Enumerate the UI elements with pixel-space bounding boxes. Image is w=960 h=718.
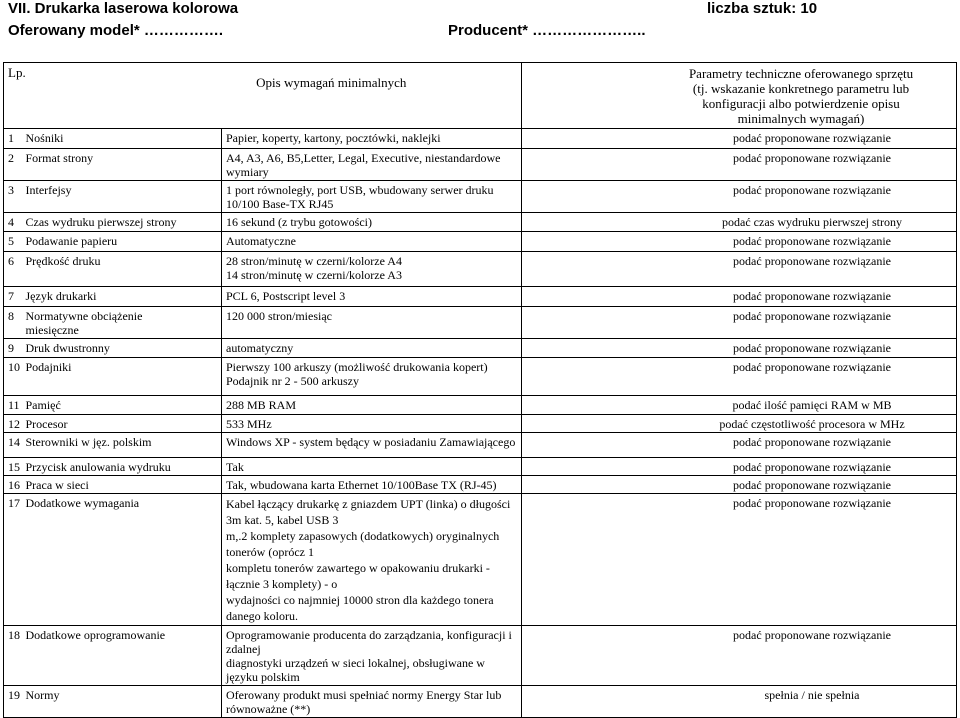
- row-name-line: Normy: [25, 688, 60, 702]
- table-row: [4, 476, 957, 494]
- row-name: [26, 686, 222, 718]
- row-parameter-text: podać proponowane rozwiązanie: [733, 309, 891, 323]
- row-name-line: Procesor: [25, 417, 68, 431]
- row-parameter[interactable]: [522, 494, 957, 626]
- row-requirement: [222, 494, 522, 626]
- row-name: [26, 494, 222, 626]
- row-requirement-line: 1 port równoległy, port USB, wbudowany serwer druku 10/100 Base-TX RJ45: [226, 183, 494, 211]
- requirements-table: [3, 62, 957, 718]
- col-header-params: [522, 63, 957, 129]
- row-number: 15: [4, 458, 26, 476]
- row-name-line: Normatywne obciążenie: [25, 309, 143, 323]
- row-name: [26, 149, 222, 181]
- row-requirement-line: Automatyczne: [226, 234, 296, 248]
- row-requirement: [222, 458, 522, 476]
- row-parameter-text: podać proponowane rozwiązanie: [733, 478, 891, 492]
- row-number: 12: [4, 415, 26, 433]
- row-name: [26, 287, 222, 307]
- table-row: [4, 358, 957, 396]
- document-title: VII. Drukarka laserowa kolorowa: [8, 0, 239, 17]
- row-requirement-line: kompletu tonerów zawartego w opakowaniu drukarki - łącznie 3 komplety) - o: [226, 561, 490, 591]
- table-row: [4, 626, 957, 686]
- table-row: [4, 232, 957, 252]
- table-row: [4, 129, 957, 149]
- row-requirement: [222, 252, 522, 287]
- row-parameter-text: podać proponowane rozwiązanie: [733, 183, 891, 197]
- row-requirement: [222, 396, 522, 415]
- row-name-line: Podajniki: [25, 360, 72, 374]
- row-name-line: Nośniki: [25, 131, 64, 145]
- row-parameter-text: podać proponowane rozwiązanie: [733, 360, 891, 374]
- row-number: 4: [4, 213, 26, 232]
- row-name-line: Język drukarki: [25, 289, 97, 303]
- row-requirement-line: Podajnik nr 2 - 500 arkuszy: [226, 374, 359, 388]
- row-parameter[interactable]: [522, 129, 957, 149]
- col-header-requirements: Opis wymagań minimalnych: [26, 63, 522, 129]
- row-name-line: Pamięć: [25, 398, 61, 412]
- col-header-lp: Lp.: [4, 63, 26, 129]
- row-requirement-line: Tak: [226, 460, 244, 474]
- row-name: [26, 181, 222, 213]
- row-name: [26, 339, 222, 358]
- col-header-params-line: minimalnych wymagań): [737, 111, 865, 126]
- table-row: [4, 396, 957, 415]
- row-requirement: [222, 339, 522, 358]
- quantity-label: liczba sztuk: 10: [707, 0, 818, 17]
- row-parameter[interactable]: [522, 686, 957, 718]
- row-requirement-line: 533 MHz: [226, 417, 272, 431]
- row-name-line: Druk dwustronny: [25, 341, 110, 355]
- row-requirement-line: diagnostyki urządzeń w sieci lokalnej, obsługiwane w języku polskim: [226, 656, 485, 684]
- table-row: [4, 494, 957, 626]
- row-parameter-text: podać proponowane rozwiązanie: [733, 341, 891, 355]
- row-parameter[interactable]: [522, 476, 957, 494]
- row-requirement-line: 28 stron/minutę w czerni/kolorze A4: [226, 254, 402, 268]
- row-parameter[interactable]: [522, 358, 957, 396]
- row-parameter[interactable]: [522, 433, 957, 458]
- row-name: [26, 129, 222, 149]
- row-requirement: [222, 686, 522, 718]
- row-name-line: Przycisk anulowania wydruku: [25, 460, 171, 474]
- row-name: [26, 458, 222, 476]
- row-requirement: [222, 415, 522, 433]
- row-requirement: [222, 149, 522, 181]
- row-name: [26, 433, 222, 458]
- row-parameter[interactable]: [522, 149, 957, 181]
- table-row: [4, 433, 957, 458]
- table-header-row: [4, 63, 957, 129]
- row-requirement-line: Oprogramowanie producenta do zarządzania, konfiguracji i zdalnej: [226, 628, 512, 656]
- row-requirement: [222, 358, 522, 396]
- row-number: 7: [4, 287, 26, 307]
- row-parameter[interactable]: [522, 232, 957, 252]
- row-requirement: [222, 181, 522, 213]
- row-name: [26, 358, 222, 396]
- table-row: [4, 686, 957, 718]
- row-number: 19: [4, 686, 26, 718]
- row-number: 8: [4, 307, 26, 339]
- row-name-line: Interfejsy: [25, 183, 72, 197]
- row-parameter-text: podać proponowane rozwiązanie: [733, 151, 891, 165]
- col-header-params-line: konfiguracji albo potwierdzenie opisu: [702, 96, 900, 111]
- row-parameter[interactable]: [522, 307, 957, 339]
- row-name-line: Podawanie papieru: [25, 234, 118, 248]
- row-number: 6: [4, 252, 26, 287]
- row-parameter[interactable]: [522, 181, 957, 213]
- row-name-line: Sterowniki w jęz. polskim: [25, 435, 152, 449]
- row-number: 18: [4, 626, 26, 686]
- producer-field[interactable]: Producent* …………………..: [448, 22, 646, 39]
- row-number: 14: [4, 433, 26, 458]
- row-parameter-text: podać proponowane rozwiązanie: [733, 289, 891, 303]
- row-name: [26, 232, 222, 252]
- row-parameter-text: podać proponowane rozwiązanie: [733, 234, 891, 248]
- row-number: 1: [4, 129, 26, 149]
- row-number: 2: [4, 149, 26, 181]
- row-parameter-text: podać częstotliwość procesora w MHz: [719, 417, 905, 431]
- row-requirement-line: 288 MB RAM: [226, 398, 297, 412]
- row-name-line: Prędkość druku: [25, 254, 101, 268]
- table-row: [4, 181, 957, 213]
- row-name: [26, 476, 222, 494]
- row-parameter-text: podać proponowane rozwiązanie: [733, 460, 891, 474]
- row-parameter[interactable]: [522, 213, 957, 232]
- row-name-line: miesięczne: [25, 323, 79, 337]
- row-requirement-line: Kabel łączący drukarkę z gniazdem UPT (linka) o długości 3m kat. 5, kabel USB 3: [226, 497, 511, 527]
- row-number: 9: [4, 339, 26, 358]
- row-parameter-text: podać proponowane rozwiązanie: [733, 628, 891, 642]
- col-header-params-line: Parametry techniczne oferowanego sprzętu: [688, 66, 914, 81]
- table-row: [4, 458, 957, 476]
- row-requirement-line: wydajności co najmniej 10000 stron dla każdego tonera danego koloru.: [226, 593, 494, 623]
- row-parameter-text: podać czas wydruku pierwszej strony: [722, 215, 902, 229]
- row-parameter[interactable]: [522, 252, 957, 287]
- table-row: [4, 213, 957, 232]
- row-parameter[interactable]: [522, 458, 957, 476]
- row-requirement-line: m,.2 komplety zapasowych (dodatkowych) oryginalnych tonerów (oprócz 1: [226, 529, 500, 559]
- row-parameter-text: podać proponowane rozwiązanie: [733, 131, 891, 145]
- row-number: 17: [4, 494, 26, 626]
- row-parameter[interactable]: [522, 339, 957, 358]
- row-number: 16: [4, 476, 26, 494]
- row-requirement-line: A4, A3, A6, B5,Letter, Legal, Executive, niestandardowe wymiary: [226, 151, 501, 179]
- row-requirement-line: Oferowany produkt musi spełniać normy Energy Star lub równoważne (**): [226, 688, 502, 716]
- row-name-line: Czas wydruku pierwszej strony: [25, 215, 177, 229]
- row-requirement: [222, 433, 522, 458]
- table-row: [4, 252, 957, 287]
- row-number: 5: [4, 232, 26, 252]
- row-name: [26, 307, 222, 339]
- row-name-line: Format strony: [25, 151, 94, 165]
- row-name: [26, 396, 222, 415]
- row-requirement-line: Pierwszy 100 arkuszy (możliwość drukowania kopert): [226, 360, 488, 374]
- row-parameter-text: spełnia / nie spełnia: [764, 688, 860, 702]
- row-requirement: [222, 213, 522, 232]
- row-parameter[interactable]: [522, 415, 957, 433]
- table-row: [4, 307, 957, 339]
- row-requirement-line: 16 sekund (z trybu gotowości): [226, 215, 372, 229]
- row-parameter-text: podać ilość pamięci RAM w MB: [732, 398, 892, 412]
- row-requirement-line: automatyczny: [226, 341, 294, 355]
- row-requirement-line: Windows XP - system będący w posiadaniu Zamawiającego: [226, 435, 516, 449]
- row-parameter-text: podać proponowane rozwiązanie: [733, 254, 891, 268]
- row-parameter[interactable]: [522, 626, 957, 686]
- row-name: [26, 415, 222, 433]
- col-header-params-line: (tj. wskazanie konkretnego parametru lub: [692, 81, 910, 96]
- row-requirement: [222, 287, 522, 307]
- row-name: [26, 626, 222, 686]
- row-name: [26, 252, 222, 287]
- row-parameter[interactable]: [522, 396, 957, 415]
- table-row: [4, 415, 957, 433]
- row-requirement-line: 14 stron/minutę w czerni/kolorze A3: [226, 268, 402, 282]
- row-requirement: [222, 129, 522, 149]
- row-name-line: Praca w sieci: [25, 478, 89, 492]
- table-row: [4, 287, 957, 307]
- row-requirement-line: Tak, wbudowana karta Ethernet 10/100Base TX (RJ-45): [226, 478, 497, 492]
- row-name-line: Dodatkowe oprogramowanie: [25, 628, 166, 642]
- row-requirement: [222, 307, 522, 339]
- row-requirement-line: 120 000 stron/miesiąc: [226, 309, 332, 323]
- row-number: 11: [4, 396, 26, 415]
- model-field[interactable]: Oferowany model* …………….: [8, 22, 224, 39]
- row-requirement-line: PCL 6, Postscript level 3: [226, 289, 346, 303]
- row-parameter[interactable]: [522, 287, 957, 307]
- table-row: [4, 149, 957, 181]
- row-requirement: [222, 476, 522, 494]
- table-row: [4, 339, 957, 358]
- row-parameter-text: podać proponowane rozwiązanie: [733, 496, 891, 510]
- row-requirement-line: Papier, koperty, kartony, pocztówki, naklejki: [226, 131, 441, 145]
- row-requirement: [222, 232, 522, 252]
- row-name-line: Dodatkowe wymagania: [25, 496, 140, 510]
- row-parameter-text: podać proponowane rozwiązanie: [733, 435, 891, 449]
- row-name: [26, 213, 222, 232]
- row-number: 10: [4, 358, 26, 396]
- row-requirement: [222, 626, 522, 686]
- row-number: 3: [4, 181, 26, 213]
